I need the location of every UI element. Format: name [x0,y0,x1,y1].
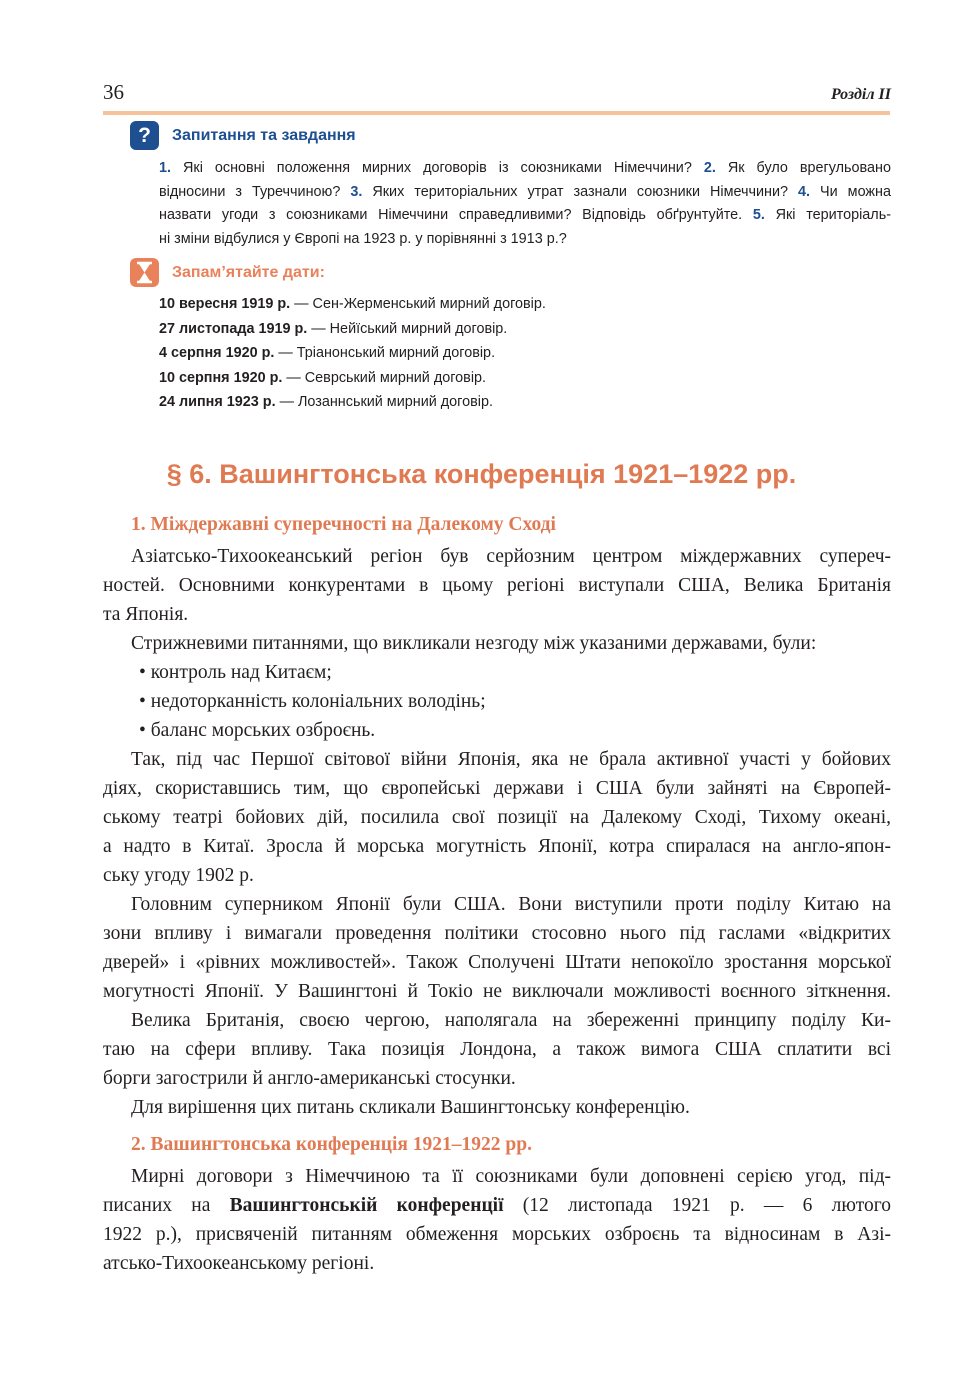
date-item: 27 листопада 1919 р. — Нейїський мирний договір. [159,320,508,337]
questions-title: Запитання та завдання [172,126,356,144]
text-line: Велика Британія, своєю чергою, наполягала на збереженні принципу поділу Ки- [131,1010,891,1031]
text-line: могутності Японії. У Вашингтоні й Токіо не виключали можливості воєнного зіткнення. [103,981,891,1002]
bullet-item: • баланс морських озброєнь. [139,720,376,741]
text-line: а надто в Китаї. Зросла й морська могутність Японії, котра спиралася на англо-япон- [103,836,891,857]
bullet-item: • недоторканність колоніальних володінь; [139,691,486,712]
questions-header [130,121,356,150]
section1-body [103,542,891,1122]
section1-heading: 1. Міждержавні суперечності на Далекому Сході [131,514,556,535]
header-rule [103,111,890,115]
paragraph-title: § 6. Вашингтонська конференція 1921–1922 рр. [166,459,797,489]
text-line: Так, під час Першої світової війни Японія, яка не брала активної участі у бойових [131,749,891,770]
question-line: відносини з Туреччиною? 3. Яких територіальних утрат зазнали союзники Німеччини? 4. Чи можна [159,183,891,200]
text-line: Для вирішення цих питань скликали Вашингтонську конференцію. [131,1097,690,1118]
text-line: Азіатсько-Тихоокеанський регіон був серйозним центром міждержавних супереч- [131,546,891,567]
section2-body [103,1162,891,1278]
section2-heading: 2. Вашингтонська конференція 1921–1922 рр. [131,1134,532,1155]
question-line: ні зміни відбулися у Європі на 1923 р. у порівнянні з 1913 р.? [159,230,567,247]
question-mark-icon: ? [130,121,159,150]
section-name: Розділ II [830,86,891,103]
text-line: ську угоду 1902 р. [103,865,254,886]
dates-title: Запам’ятайте дати: [172,263,325,281]
text-line: 1922 р.), присвяченій питанням обмеження морських озброєнь та відносинам в Азі- [103,1224,891,1245]
text-line: та Японія. [103,604,189,625]
dates-list [159,292,891,415]
bullet-item: • контроль над Китаєм; [139,662,332,683]
text-line: зони впливу і вимагали проведення політики стосовно нього під гаслами «відкритих [103,923,891,944]
text-line: атсько-Тихоокеанському регіоні. [103,1253,375,1274]
question-line: 1. Які основні положення мирних договорів із союзниками Німеччини? 2. Як було врегульовано [159,160,891,176]
text-line: борги загострили й англо-американські стосунки. [103,1068,516,1089]
text-line: Стрижневими питаннями, що викликали незгоду між указаними державами, були: [131,633,817,654]
dates-header [130,258,325,287]
date-item: 24 липня 1923 р. — Лозаннський мирний договір. [159,394,493,411]
text-line: ському театрі бойових дій, посилила свої позиції на Далекому Сході, Тихому океані, [103,807,891,828]
hourglass-icon [130,258,159,287]
text-line: таю на сфери впливу. Така позиція Лондона, а також вимога США сплатити всі [103,1039,891,1060]
bold-term: Вашингтонській конференції [229,1195,504,1216]
text-line: дверей» і «рівних можливостей». Також Сполучені Штати непокоїло зростання морської [103,952,891,973]
page-number: 36 [103,80,124,104]
date-item: 10 вересня 1919 р. — Сен-Жерменський мирний договір. [159,296,546,312]
text-line: діях, скориставшись тим, що європейські держави і США були зайняті на Європей- [103,778,891,799]
text-line: Головним суперником Японії були США. Вони виступили проти поділу Китаю на [131,894,891,915]
date-item: 10 серпня 1920 р. — Севрський мирний договір. [159,369,487,386]
text-line: писаних на Вашингтонській конференції (12 листопада 1921 р. — 6 лютого [103,1195,891,1216]
questions-text [159,157,891,251]
text-line: ностей. Основними конкурентами в цьому регіоні виступали США, Велика Британія [103,575,891,596]
date-item: 4 серпня 1920 р. — Тріанонський мирний договір. [159,345,496,362]
question-line: назвати угоди з союзниками Німеччини справедливими? Відповідь обґрунтуйте. 5. Які територіаль- [159,207,891,224]
text-line: Мирні договори з Німеччиною та її союзниками були доповнені серією угод, під- [131,1166,891,1187]
